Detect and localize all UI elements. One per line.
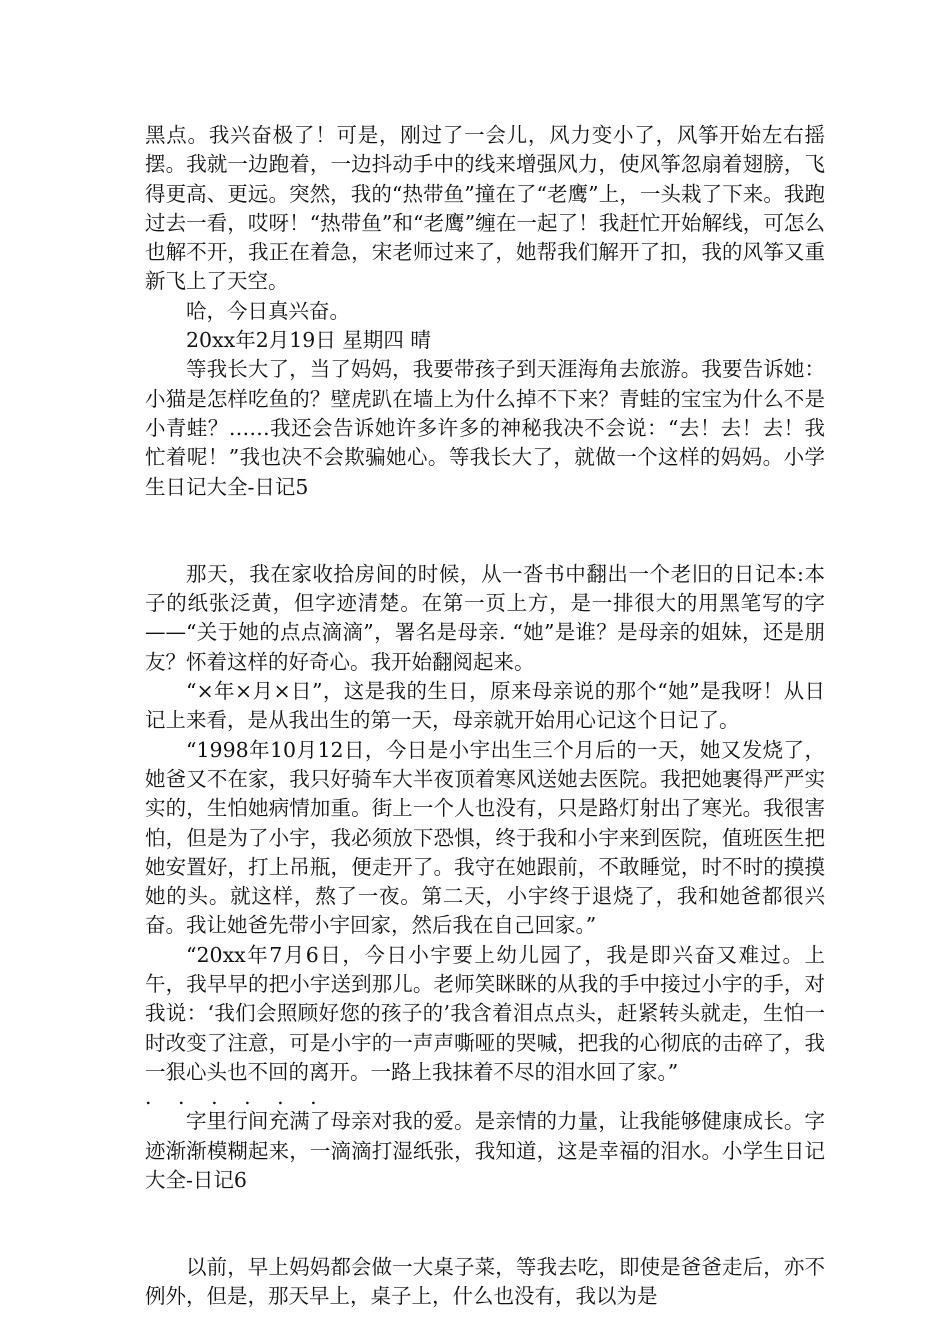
section-gap bbox=[145, 1195, 825, 1253]
paragraph-1998-entry: “1998年10月12日，今日是小宇出生三个月后的一天，她又发烧了，她爸又不在家，我只好骑车大半夜顶着寒风送她去医院。我把她裹得严严实实的，生怕她病情加重。街上一个人也没有，只是路灯射出了寒光。我很害怕，但是为了小宇，我必须放下恐惧，终于我和小宇来到医院，值班医生把她安置好，打上吊瓶，便走开了。我守在她跟前，不敢睡觉，时不时的摸摸她的头。就这样，熬了一夜。第二天，小宇终于退烧了，我和她爸都很兴奋。我让她爸先带小宇回家，然后我在自己回家。” bbox=[145, 737, 825, 938]
paragraph-mothers-love: 字里行间充满了母亲对我的爱。是亲情的力量，让我能够健康成长。字迹渐渐模糊起来，一滴滴打湿纸张，我知道，这是幸福的泪水。小学生日记大全-日记6 bbox=[145, 1109, 825, 1192]
paragraph-happy-today: 哈，今日真兴奋。 bbox=[186, 298, 350, 323]
paragraph-kindergarten-entry: “20xx年7月6日，今日小宇要上幼儿园了，我是即兴奋又难过。上午，我早早的把小宇送到那儿。老师笑眯眯的从我的手中接过小宇的手，对我说：‘我们会照顾好您的孩子的’我含着泪点点头，赶紧转头就走，生怕一时改变了注意，可是小宇的一声声嘶哑的哭喊，把我的心彻底的击碎了，我一狠心头也不回的离开。一路上我抹着不尽的泪水回了家。” bbox=[145, 942, 825, 1084]
paragraph-breakfast: 以前，早上妈妈都会做一大桌子菜，等我去吃，即使是爸爸走后，亦不例外，但是，那天早上，桌子上，什么也没有，我以为是 bbox=[145, 1255, 825, 1309]
paragraph-birthday-entry: “×年×月×日”，这是我的生日，原来母亲说的那个“她”是我呀！从日记上来看，是从我出生的第一天，母亲就开始用心记这个日记了。 bbox=[145, 679, 825, 733]
ellipsis-dots: . . . . . . bbox=[145, 1085, 327, 1110]
paragraph-when-i-grow-up: 等我长大了，当了妈妈，我要带孩子到天涯海角去旅游。我要告诉她：小猫是怎样吃鱼的？壁虎趴在墙上为什么掉不下来？青蛙的宝宝为什么不是小青蛙？……我还会告诉她许多许多的神秘我决不会说：“去！去！去！我忙着呢！”我也决不会欺骗她心。等我长大了，就做一个这样的妈妈。小学生日记大全-日记5 bbox=[145, 357, 825, 499]
section-gap bbox=[145, 502, 825, 560]
document-body bbox=[145, 121, 825, 1312]
paragraph-old-diary: 那天，我在家收拾房间的时候，从一沓书中翻出一个老旧的日记本:本子的纸张泛黄，但字迹清楚。在第一页上方，是一排很大的用黑笔写的字——“关于她的点点滴滴”，署名是母亲. “她”是谁？是母亲的姐妹，还是朋友？怀着这样的好奇心。我开始翻阅起来。 bbox=[145, 561, 825, 674]
diary-date-line: 20xx年2月19日 星期四 晴 bbox=[186, 328, 431, 353]
paragraph-kite-story-end: 黑点。我兴奋极了！可是，刚过了一会儿，风力变小了，风筝开始左右摇摆。我就一边跑着，一边抖动手中的线来增强风力，使风筝忽扇着翅膀，飞得更高、更远。突然，我的“热带鱼”撞在了“老鹰”上，一头栽了下来。我跑过去一看，哎呀！“热带鱼”和“老鹰”缠在一起了！我赶忙开始解线，可怎么也解不开，我正在着急，宋老师过来了，她帮我们解开了扣，我的风筝又重新飞上了天空。 bbox=[145, 123, 825, 294]
